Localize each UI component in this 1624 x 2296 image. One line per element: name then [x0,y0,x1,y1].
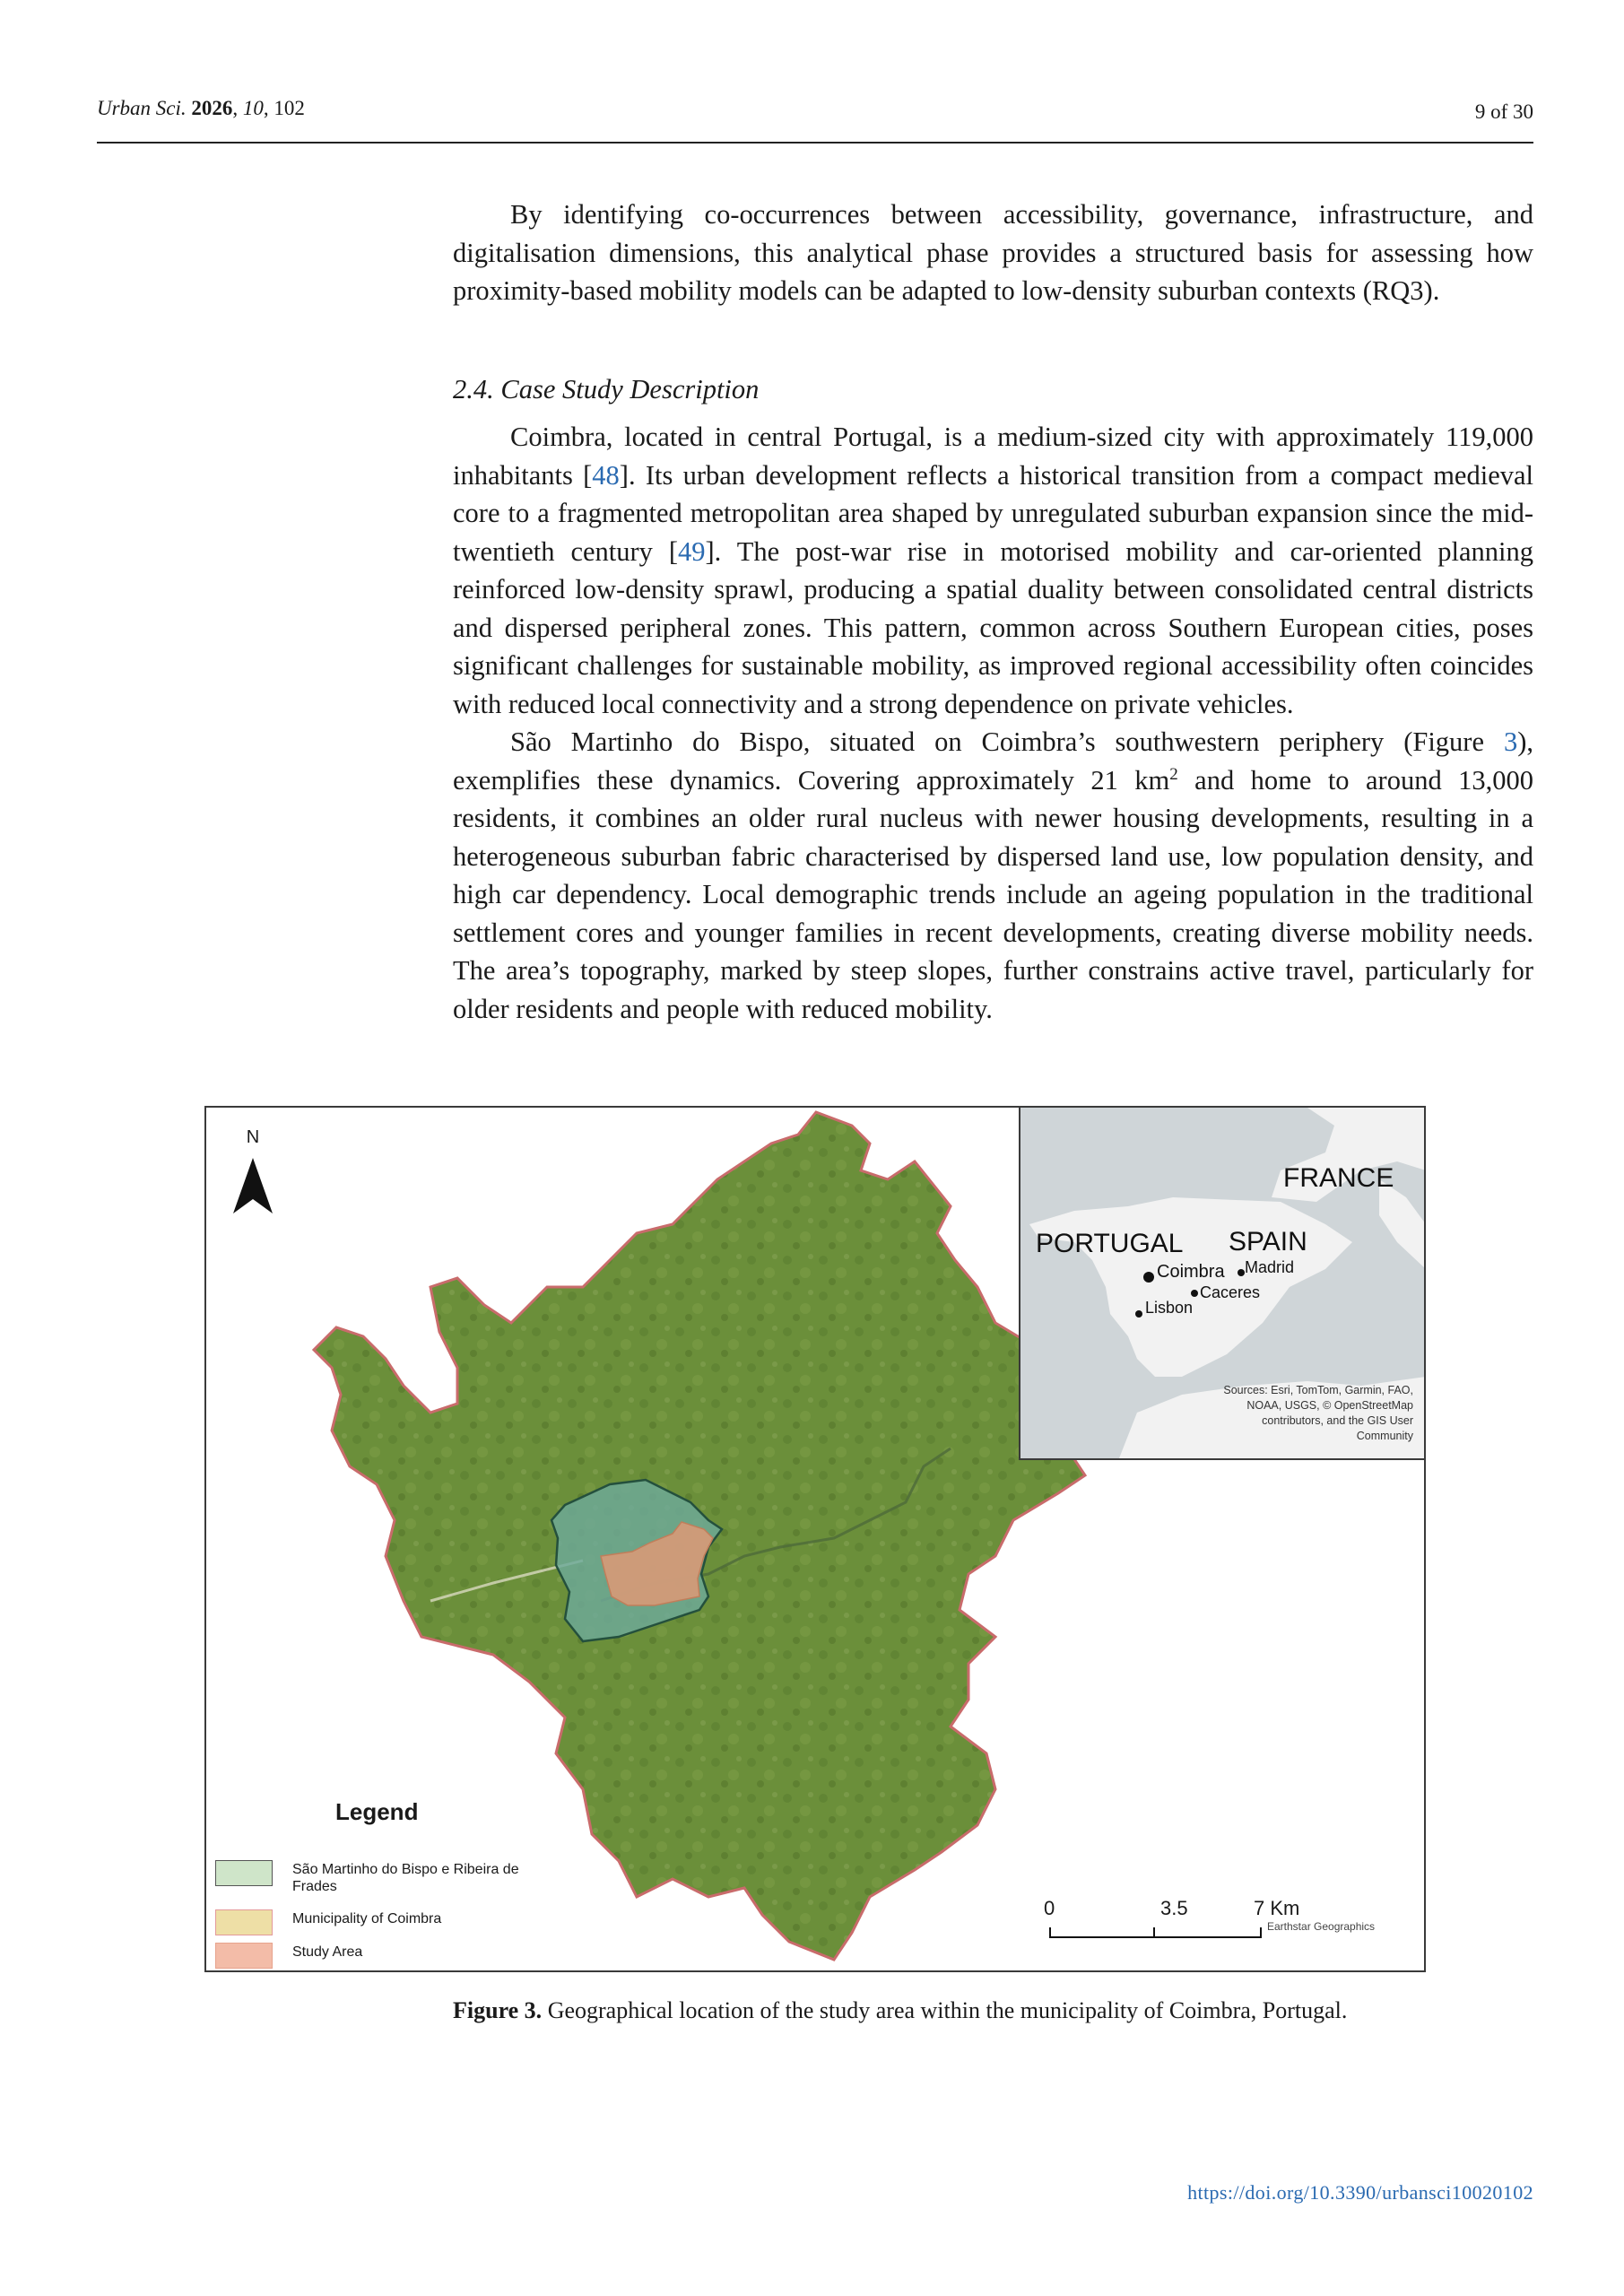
figure-3-map [204,1106,1426,1972]
legend-title: Legend [335,1798,419,1825]
figure-caption [453,1997,1533,2024]
legend-label-parish: São Martinho do Bispo e Ribeira de Frades [292,1862,519,1894]
legend-label-study-area: Study Area [292,1944,363,1960]
label-spain: SPAIN [1229,1227,1307,1257]
label-coimbra: Coimbra [1157,1262,1225,1282]
section-body [453,418,1533,1028]
article-number: 102 [274,97,305,119]
coimbra-marker-icon [1143,1272,1154,1283]
paragraph-2-part-b: ]. Its urban development reflects a historical transition from a compact medieval core to a fragmented metropolitan area shaped by unregulated suburban expansion since the mid-twentieth century [ [453,459,1533,567]
legend-swatch-parish [215,1860,273,1886]
north-arrow-icon [233,1158,273,1213]
paragraph-1-text: By identifying co-occurrences between accessibility, governance, infrastructure, and digitalisation dimensions, this analytical phase provides a structured basis for assessing how proximity-based mobility models can be adapted to low-density suburban contexts (RQ3). [453,199,1533,306]
section-number: 2.4. [453,374,494,404]
journal-volume: 10 [242,97,264,119]
page-header [97,93,1533,144]
scale-label-0: 0 [1044,1897,1055,1919]
label-france: FRANCE [1283,1163,1394,1193]
scale-label-mid: 3.5 [1160,1897,1188,1919]
journal-year: 2026 [191,97,233,119]
citation-link-49[interactable]: 49 [678,535,706,567]
page-number: 9 of 30 [1474,100,1533,123]
paragraph-3-part-c: and home to around 13,000 residents, it combines an older rural nucleus with newer housing developments, resulting in a heterogeneous suburban fabric characterised by dispersed land use, low population density, and high car dependency. Local demographic trends include an ageing population in the traditional settlement cores and younger families in recent developments, creating diverse mobility needs. The area’s topography, marked by steep slopes, further constrains active travel, particularly for older residents and people with reduced mobility. [453,764,1533,1024]
paragraph-2-part-a: Coimbra, located in central Portugal, is a medium-sized city with approximately 119,000 inhabitants [ [453,422,1533,491]
paragraph-1 [453,196,1533,310]
paragraph-3 [453,723,1533,1028]
inset-map [1019,1108,1426,1460]
superscript-2: 2 [1169,764,1178,784]
figure-reference-link[interactable]: 3 [1503,726,1518,757]
legend-label-municipality: Municipality of Coimbra [292,1911,442,1926]
citation-link-48[interactable]: 48 [592,459,620,491]
label-caceres: Caceres [1200,1283,1261,1301]
label-madrid: Madrid [1245,1258,1295,1276]
section-heading [453,374,759,405]
north-label: N [246,1127,260,1147]
caption-text: Geographical location of the study area within the municipality of Coimbra, Portugal. [542,1997,1348,2023]
paragraph-2-part-c: ]. The post-war rise in motorised mobility and car-oriented planning reinforced low-density sprawl, producing a spatial duality between consolidated central districts and dispersed peripheral zones. This pattern, common across Southern European cities, poses significant challenges for sustainable mobility, as improved regional accessibility often coincides with reduced local connectivity and a strong dependence on private vehicles. [453,535,1534,719]
caceres-marker-icon [1191,1290,1198,1297]
madrid-marker-icon [1238,1269,1245,1276]
scale-label-end: 7 Km [1254,1897,1300,1919]
journal-citation: Urban Sci. 2026, 10, 102 [97,97,305,119]
paragraph-2 [453,418,1533,723]
paragraph-3-part-b: ), exemplifies these dynamics. Covering approximately 21 km [453,726,1533,796]
label-lisbon: Lisbon [1145,1299,1194,1317]
inset-iberia-land [1029,1197,1352,1377]
doi-link[interactable]: https://doi.org/10.3390/urbansci10020102 [1187,2181,1533,2204]
label-portugal: PORTUGAL [1036,1229,1184,1258]
legend-swatch-study-area [215,1943,273,1969]
legend-swatch-municipality [215,1909,273,1935]
lisbon-marker-icon [1135,1310,1142,1318]
journal-name: Urban Sci. [97,97,187,119]
caption-label: Figure 3. [453,1997,543,2023]
section-title: Case Study Description [500,374,760,404]
imagery-credit: Earthstar Geographics [1267,1920,1376,1933]
scale-tick [1153,1927,1155,1936]
scale-line [1049,1927,1262,1938]
inset-sources: Sources: Esri, TomTom, Garmin, FAO, NOAA, USGS, © OpenStreetMap contributors, and the GIS User Community [1223,1384,1413,1442]
paragraph-3-part-a: São Martinho do Bispo, situated on Coimbra’s southwestern periphery (Figure [510,726,1504,757]
